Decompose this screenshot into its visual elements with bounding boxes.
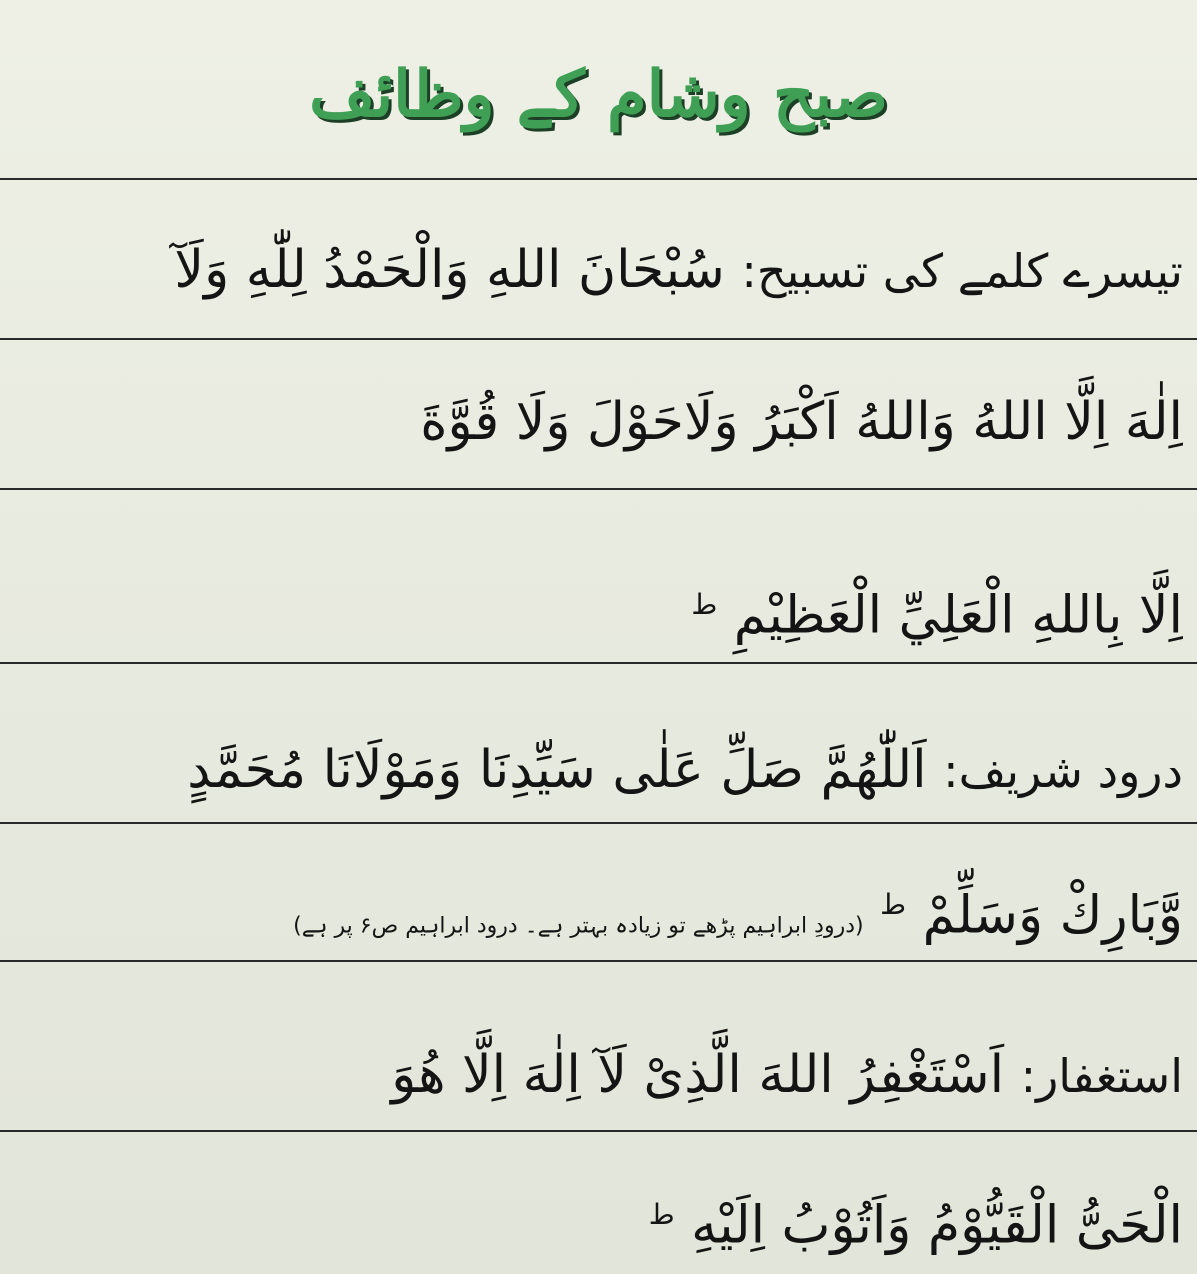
text-line-1: [18, 210, 1183, 330]
end-mark: ط: [691, 588, 718, 621]
end-mark: ط: [648, 1198, 675, 1231]
text-line-2: [18, 362, 1183, 482]
divider-line: [0, 960, 1197, 962]
text-line-4: [18, 710, 1183, 830]
divider-line: [0, 822, 1197, 824]
arabic-text: الْحَىُّ الْقَيُّوْمُ وَاَتُوْبُ اِلَيْهِ: [691, 1195, 1183, 1256]
note-text: (درودِ ابراہیم پڑھے تو زیادہ بہتر ہے۔ درود ابراہیم ص۶ پر ہے): [293, 913, 864, 939]
divider-line: [0, 662, 1197, 664]
text-line-7: [18, 1155, 1183, 1274]
divider-line: [0, 488, 1197, 490]
end-mark: ط: [880, 888, 907, 921]
section-label-durood: درود شریف:: [943, 744, 1183, 798]
text-line-3: [18, 545, 1183, 665]
section-label-istighfar: استغفار:: [1020, 1049, 1183, 1103]
section-label-tasbeeh: تیسرے کلمے کی تسبیح:: [741, 244, 1183, 298]
text-line-5: [18, 845, 1183, 965]
text-line-6: [18, 1015, 1183, 1135]
divider-line: [0, 1130, 1197, 1132]
divider-line: [0, 178, 1197, 180]
arabic-text: اِلَّا بِاللهِ الْعَلِيِّ الْعَظِيْمِ: [733, 585, 1183, 646]
arabic-text: وَّبَارِكْ وَسَلِّمْ: [922, 885, 1183, 946]
arabic-text: اَللّٰهُمَّ صَلِّ عَلٰى سَيِّدِنَا وَمَوْلَانَا مُحَمَّدٍ: [187, 740, 927, 800]
arabic-text: سُبْحَانَ اللهِ وَالْحَمْدُ لِلّٰهِ وَلَآ: [174, 240, 725, 300]
page-title: صبح وشام کے وظائف: [309, 57, 888, 132]
divider-line: [0, 338, 1197, 340]
arabic-text: اِلٰهَ اِلَّا اللهُ وَاللهُ اَكْبَرُ وَلَاحَوْلَ وَلَا قُوَّةَ: [420, 392, 1183, 452]
arabic-text: اَسْتَغْفِرُ اللهَ الَّذِىْ لَآ اِلٰهَ اِلَّا هُوَ: [391, 1045, 1005, 1105]
